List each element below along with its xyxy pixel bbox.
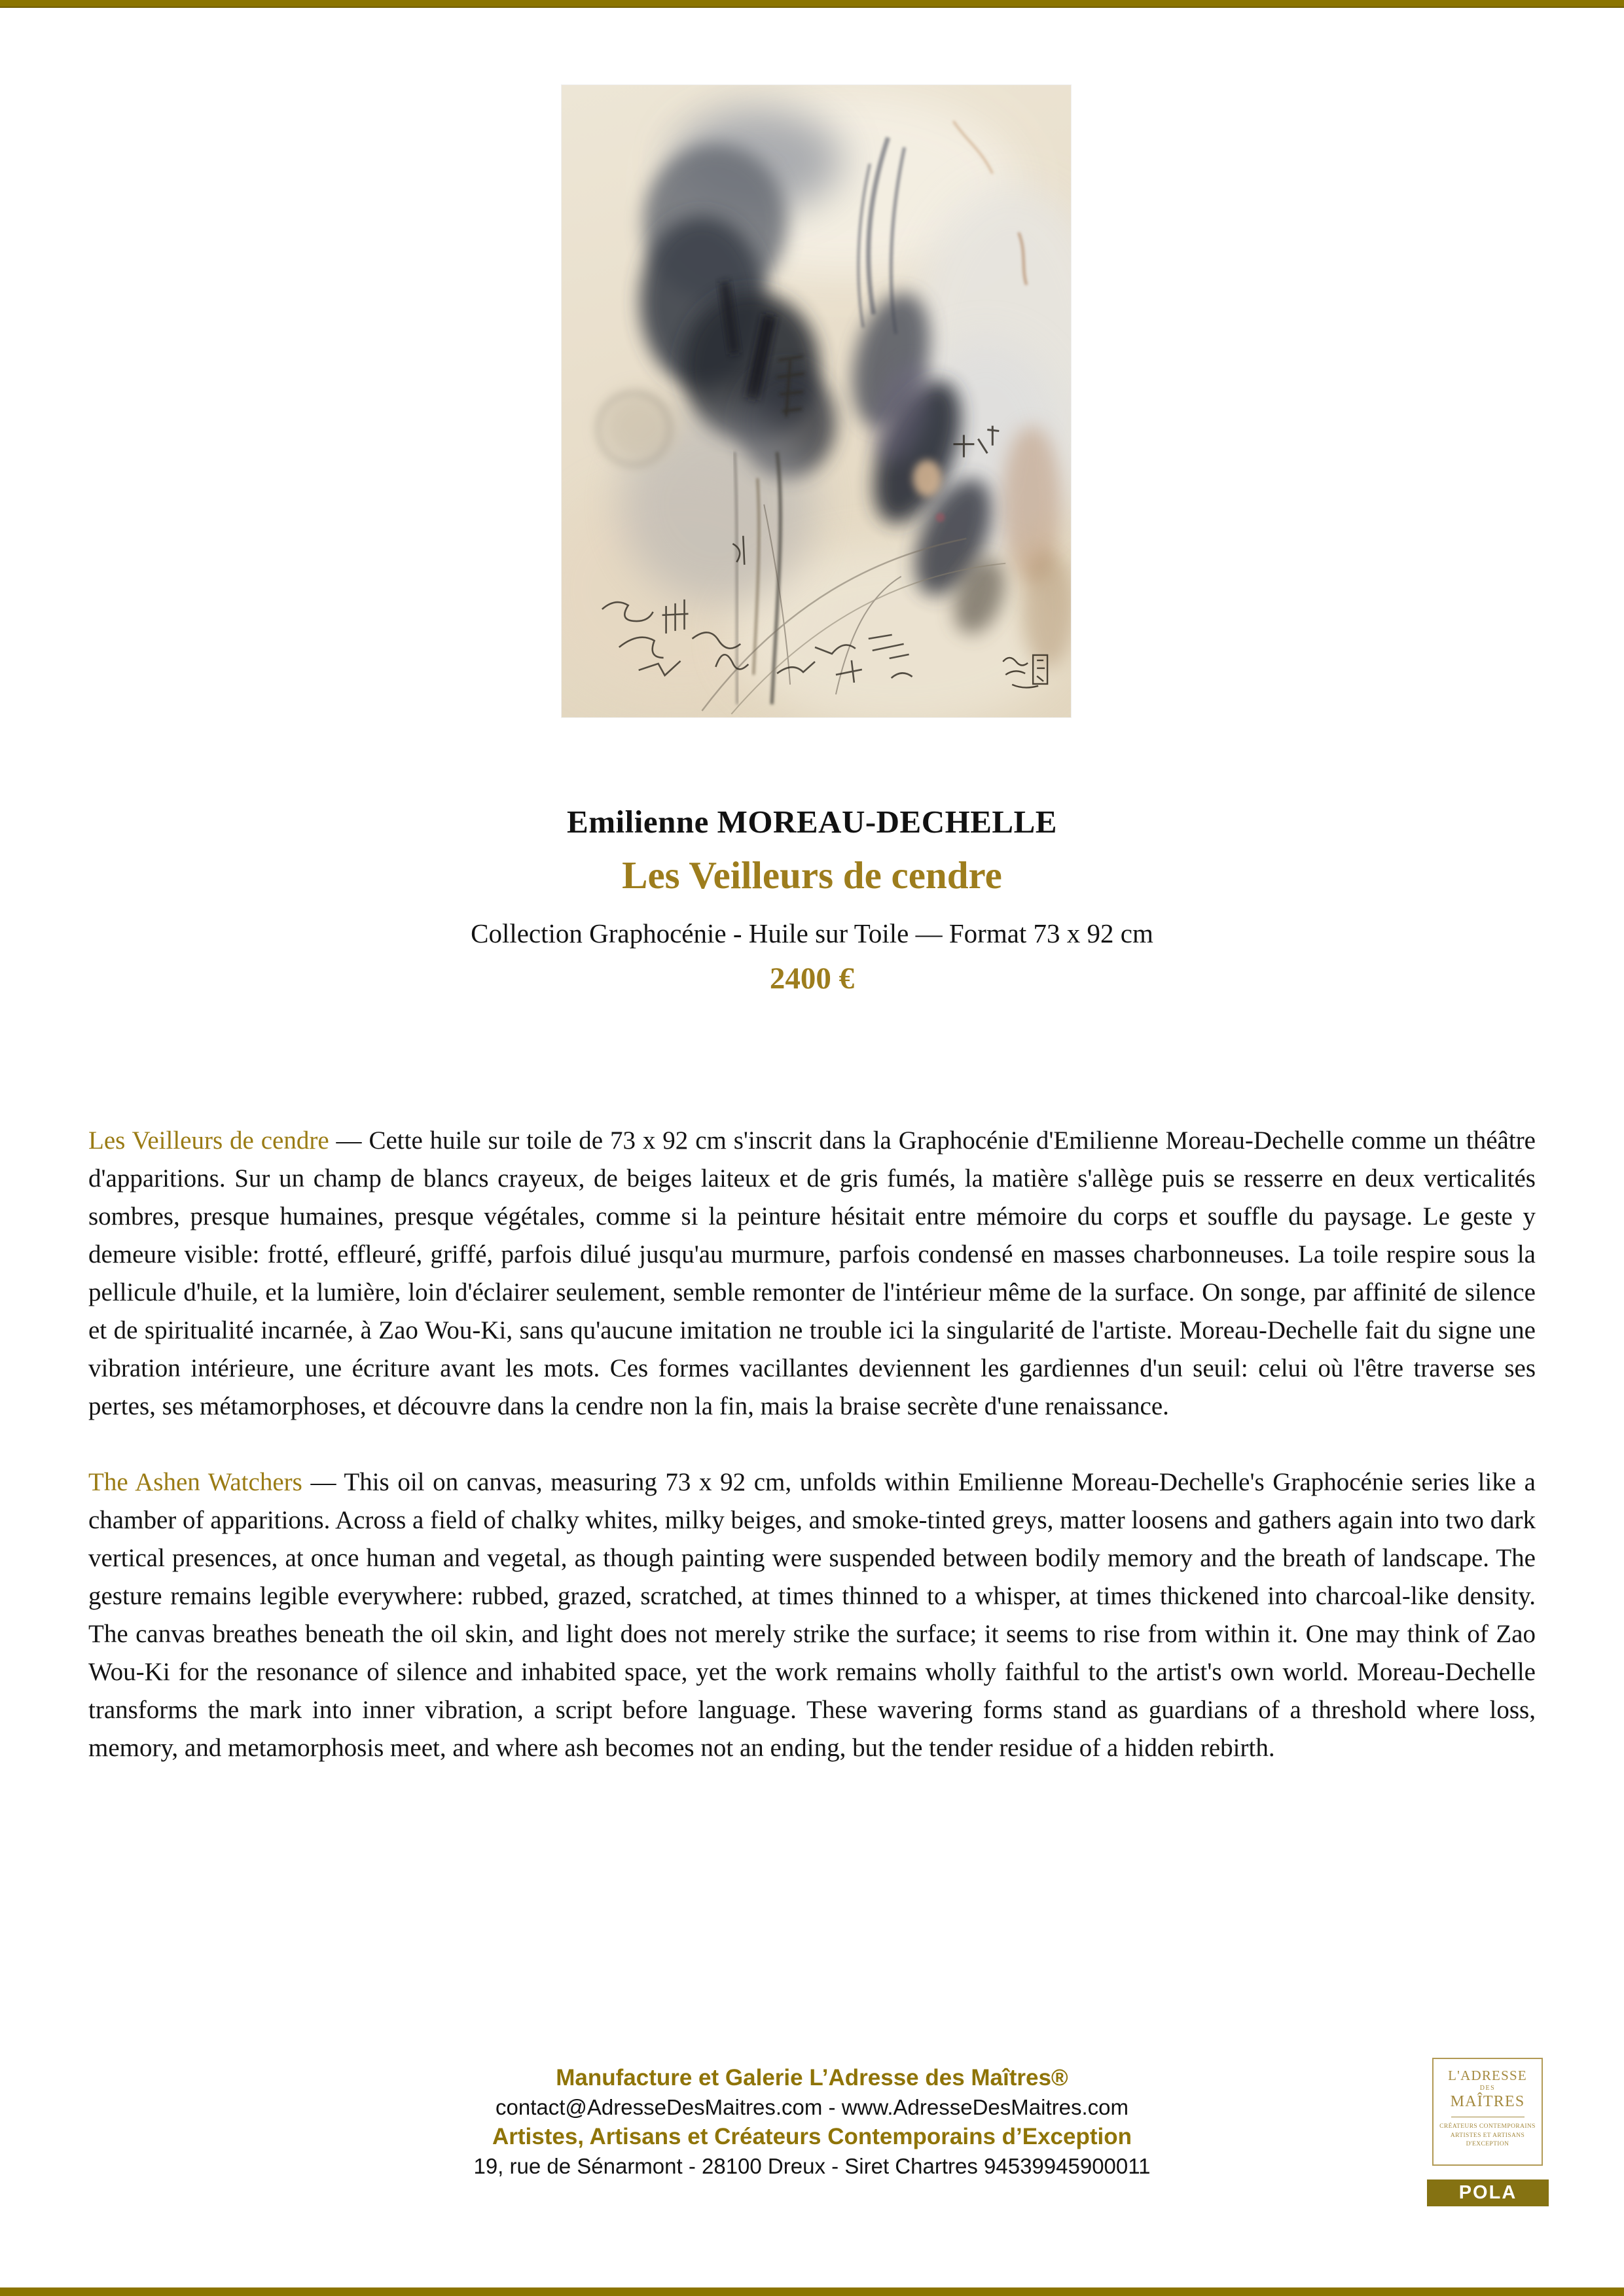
description-french	[88, 1122, 1536, 1426]
gallery-tagline: Artistes, Artisans et Créateurs Contemporains d’Exception	[492, 2124, 1132, 2149]
artwork-title: Les Veilleurs de cendre	[622, 853, 1002, 897]
email-link[interactable]: contact@AdresseDesMaitres.com	[496, 2095, 823, 2119]
description-english-body: — This oil on canvas, measuring 73 x 92 cm, unfolds within Emilienne Moreau-Dechelle's Graphocénie series like a chamber of apparitions. Across a field of chalky whites, milky beiges, and smoke-tinted greys, matter loosens and gathers again into two dark vertical presences, at once human and vegetal, as though painting were suspended between bodily memory and the breath of landscape. The gesture remains legible everywhere: rubbed, grazed, scratched, at times thinned to a whisper, at times thickened into charcoal-like density. The canvas breathes beneath the oil skin, and light does not merely strike the surface; it seems to rise from within it. One may think of Zao Wou-Ki for the resonance of silence and inhabited space, yet the work remains wholly faithful to the artist's own world. Moreau-Dechelle transforms the mark into inner vibration, a script before language. These wavering forms stand as guardians of a threshold where loss, memory, and metamorphosis meet, and where ash becomes not an ending, but the tender residue of a hidden rebirth.	[88, 1468, 1536, 1762]
logo-subline-3: D'EXCEPTION	[1466, 2141, 1509, 2147]
logo-line-des: DES	[1479, 2085, 1496, 2092]
gallery-address: 19, rue de Sénarmont - 28100 Dreux - Siret Chartres 94539945900011	[473, 2154, 1151, 2178]
gallery-logo	[1432, 2058, 1543, 2166]
description-english-lead: The Ashen Watchers	[88, 1468, 302, 1496]
artwork-image	[562, 85, 1071, 717]
contact-separator: -	[822, 2095, 842, 2119]
artwork-price: 2400 €	[769, 961, 855, 996]
pola-badge-label: POLA	[1458, 2182, 1517, 2203]
footer	[0, 2063, 1624, 2181]
website-link[interactable]: www.AdresseDesMaitres.com	[841, 2095, 1128, 2119]
description-english	[88, 1463, 1536, 1767]
logo-subline-1: CRÉATEURS CONTEMPORAINS	[1439, 2123, 1536, 2130]
logo-line-maitres: MAÎTRES	[1450, 2093, 1525, 2110]
logo-line-adresse: L'ADRESSE	[1448, 2068, 1527, 2083]
description-french-lead: Les Veilleurs de cendre	[88, 1126, 329, 1155]
painting-canvas	[562, 85, 1071, 717]
description-section	[88, 1122, 1536, 1767]
top-gold-bar	[0, 0, 1624, 8]
artwork-heading	[0, 804, 1624, 996]
description-french-body: — Cette huile sur toile de 73 x 92 cm s'inscrit dans la Graphocénie d'Emilienne Moreau-Dechelle comme un théâtre d'apparitions. Sur un champ de blancs crayeux, de beiges laiteux et de gris fumés, la matière s'allège puis se resserre en deux verticalités sombres, presque humaines, presque végétales, comme si la peinture hésitait entre mémoire du corps et souffle du paysage. Le geste y demeure visible: frotté, effleuré, griffé, parfois dilué jusqu'au murmure, parfois condensé en masses charbonneuses. La toile respire sous la pellicule d'huile, et la lumière, loin d'éclairer seulement, semble remonter de l'intérieur même de la surface. On songe, par affinité de silence et de spiritualité incarnée, à Zao Wou-Ki, sans qu'aucune imitation ne trouble ici la singularité de l'artiste. Moreau-Dechelle fait du signe une vibration intérieure, une écriture avant les mots. Ces formes vacillantes deviennent les gardiennes d'un seuil: celui où l'être traverse ses pertes, ses métamorphoses, et découvre dans la cendre non la fin, mais la braise secrète d'une renaissance.	[88, 1126, 1536, 1420]
contact-line	[0, 2092, 1624, 2122]
logo-subline-2: ARTISTES ET ARTISANS	[1450, 2132, 1525, 2139]
artwork-subtitle: Collection Graphocénie - Huile sur Toile — Format 73 x 92 cm	[471, 918, 1153, 948]
gallery-name: Manufacture et Galerie L’Adresse des Maîtres®	[556, 2065, 1068, 2090]
pola-badge	[1427, 2179, 1549, 2206]
bottom-gold-bar	[0, 2287, 1624, 2296]
artist-name: Emilienne MOREAU-DECHELLE	[567, 804, 1057, 840]
